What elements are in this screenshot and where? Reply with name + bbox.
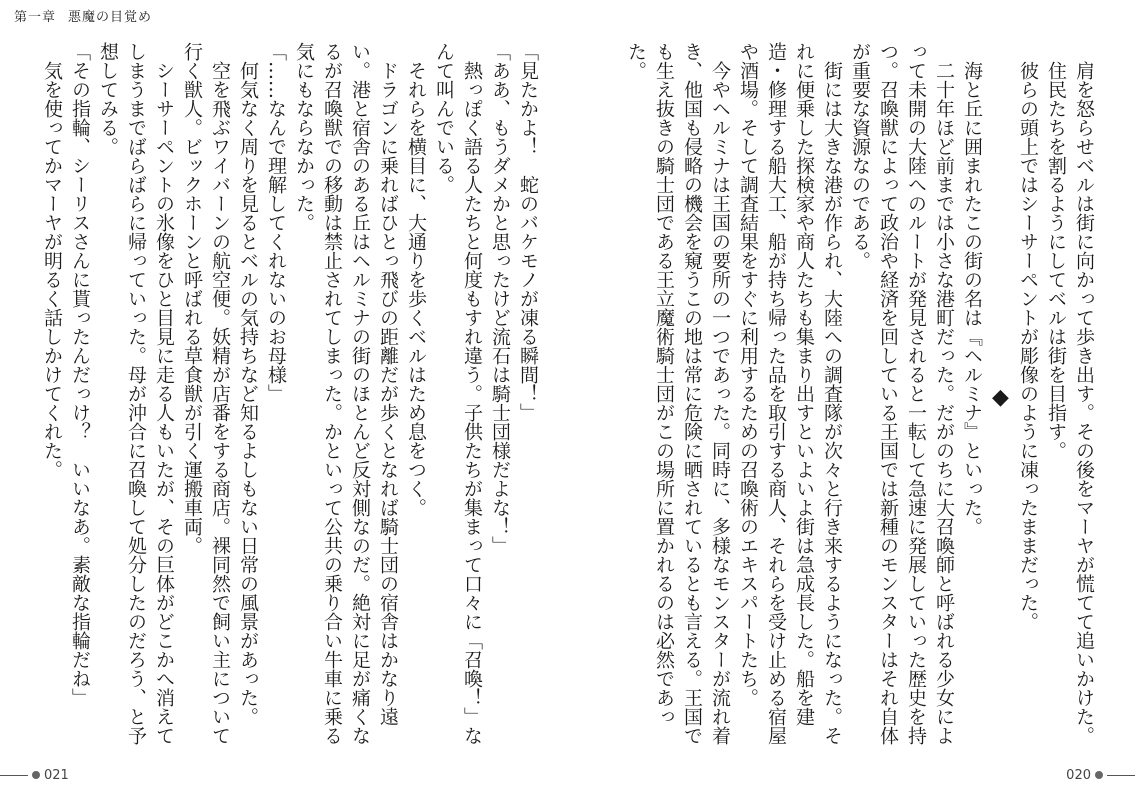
paragraph: 街には大きな港が作られ、大陸への調査隊が次々と行き来するようになった。それに便乗した探検家や商人たちも集まり出すといよいよ街は急成長した。船を建造・修理する船大工、船が持ち帰った品を取引する商人、それらを受け止める宿屋や酒場。そして調査結果をすぐに利用するための召喚術のエキスパートたち。	[737, 42, 843, 745]
chapter-title: 悪魔の目覚め	[68, 10, 153, 25]
paragraph: 住民たちを割るようにしてベルは街を目指す。	[1045, 61, 1067, 460]
footer-rule	[1107, 775, 1135, 776]
paragraph: 彼らの頭上ではシーサーペントが彫像のように凍ったままだった。	[1017, 61, 1039, 631]
right-page-footer	[1066, 768, 1135, 782]
left-page-text	[32, 42, 542, 752]
dialogue-line: 「見たかよ！ 蛇のバケモノが凍る瞬間！」	[517, 42, 539, 422]
footer-dot-icon	[1095, 771, 1103, 779]
dialogue-line: 「その指輪、シーリスさんに貰ったんだっけ？ いいなあ。素敵な指輪だね」	[69, 42, 91, 707]
paragraph: 今やヘルミナは王国の要所の一つであった。同時に、多様なモンスターが流れ着き、他国も侵略の機会を窺うこの地は常に危険に晒されているとも言える。王国でも生え抜きの騎士団である王立魔術騎士団がこの場所に置かれるのは必然であった。	[625, 42, 731, 745]
footer-dot-icon	[32, 771, 40, 779]
paragraph: 肩を怒らせベルは街に向かって歩き出す。その後をマーヤが慌てて追いかけた。	[1073, 61, 1095, 745]
paragraph: それらを横目に、大通りを歩くベルはため息をつく。	[405, 61, 427, 517]
paragraph: シーサーペントの氷像をひと目見に走る人もいたが、その巨体がどこかへ消えてしまうまでばらばらに帰っていった。母が沖合に召喚して処分したのだろう、と予想してみる。	[97, 42, 175, 745]
dialogue-line: 「ああ、もうダメかと思ったけど流石は騎士団様だよな！」	[489, 42, 511, 555]
left-page-footer	[0, 768, 69, 782]
paragraph: 二十年ほど前までは小さな港町だった。だがのちに大召喚師と呼ばれる少女によって未開の大陸へのルートが発見されると一転して急速に発展していった歴史を持つ。召喚獣によって政治や経済を回している王国では新種のモンスターはそれ自体が重要な資源なのである。	[849, 42, 955, 745]
paragraph: ドラゴンに乗ればひとっ飛びの距離だが歩くとなれば騎士団の宿舎はかなり遠い。港と宿舎のある丘はヘルミナの街のほとんど反対側なのだ。絶対に足が痛くなるが召喚獣での移動は禁止されてしまった。かといって公共の乗り合い牛車に乗る気にもならなかった。	[293, 42, 399, 745]
paragraph: 気を使ってかマーヤが明るく話しかけてくれた。	[41, 61, 63, 479]
running-header	[14, 6, 152, 25]
dialogue-line: 「……なんで理解してくれないのお母様」	[265, 42, 287, 403]
paragraph: 海と丘に囲まれたこの街の名は『ヘルミナ』といった。	[961, 61, 983, 536]
paragraph: 何気なく周りを見るとベルの気持ちなど知るよしもない日常の風景があった。	[237, 61, 259, 726]
section-break-diamond: ◆	[988, 384, 1013, 410]
paragraph: 空を飛ぶワイバーンの航空便。妖精が店番をする商店。裸同然で飼い主について行く獣人。ビックホーンと呼ばれる草食獣が引く運搬車両。	[181, 42, 231, 745]
left-page-number: 021	[44, 767, 69, 783]
footer-rule	[0, 775, 28, 776]
paragraph: 熱っぽく語る人たちと何度もすれ違う。子供たちが集まって口々に「召喚！」なんて叫んでいる。	[433, 42, 483, 745]
chapter-label: 第一章	[14, 10, 57, 25]
right-page-text	[598, 42, 1098, 752]
right-page-number: 020	[1066, 767, 1091, 783]
